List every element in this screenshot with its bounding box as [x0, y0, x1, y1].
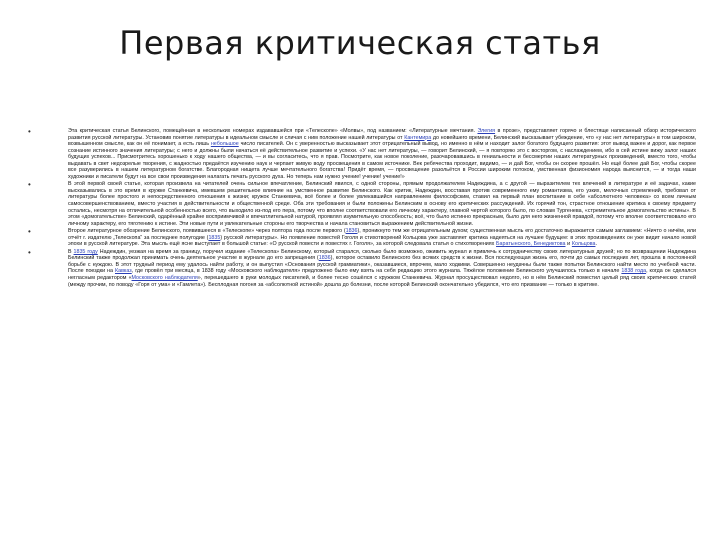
list-item [28, 249, 696, 288]
text-run: , где провёл три месяца, в 1838 году «Московского наблюдателя» предложено было ему взять на себя редакцию этого журнала. Тяжёлое положение Белинского улучшилось только в начале [131, 268, 622, 275]
list-item [28, 181, 696, 227]
text-run: Второе литературное обозрение Белинского, появившееся в «Телескопе» через полтора года после первого ( [68, 228, 346, 235]
bullet-list [28, 128, 696, 288]
text-run: и [565, 241, 572, 248]
paragraph-text [68, 228, 696, 247]
text-run: Эта критическая статья Белинского, помещённая в нескольких номерах издававшейся при «Телескопе» «Молвы», под названием: «Литературные мечтания. [68, 128, 478, 134]
inline-link[interactable]: 1838 года [621, 268, 647, 275]
paragraph-text [68, 181, 696, 226]
text-run: число писателей. Он с уверенностью высказывает этот отрицательный вывод, но именно в нём и находит залог богатого будущего развития: этот вывод важен и дорог, как первое сознание истинного значения литературы; с него и должны были начаться её действительное развитие и успехи. «У нас нет литературы, — говорит Белинский, — я повторяю это с восторгом, с наслаждением, ибо в сей истине вижу залог наших будущих успехов... Присмотритесь хорошенько к ходу нашего общества, — и вы согласитесь, что я прав. Посмотрите, как новое поколение, разочаровавшись в гениальности и бессмертии наших литературных произведений, вместо того, чтобы выдавать в свет недозрелые творения, с жадностью предаётся изучению наук и черпает живую воду просвещения в самом источнике. Век ребячества проходит, видимо, — и дай Бог, чтобы он скорее прошёл. Но ещё более дай Бог, чтобы скорее все разуверились в нашем литературном богатстве. Благородная нищета лучше мечтательного богатства! Придёт время, — просвещение разольётся в России широким потоком, умственная физиономия народа выяснится, — и тогда наши художники и писатели будут на все свои произведения налагать печать русского духа. Но теперь нам нужно учение! учение! учение!» [68, 141, 696, 180]
text-run: В этой первой своей статье, которая произвела на читателей очень сильное впечатление, Белинский явился, с одной стороны, прямым продолжателем Надеждина, а с другой — выразителем тех влечений в литературе и её задачах, какие высказывались в это время в кружке Станкевича, имевшем решительное влияние на умственное развитие Белинского. Как критик, Надеждин, восставая против современного ему романтизма, его узких, мелочных стремлений, требовал от литературы более простого и непосредственного отношения к жизни; кружок Станкевича, всё более и более увлекавшийся направлением философским, ставил на первый план воспитание в себе «абсолютного человека» со всем личным самосовершенствованием, вместо участия в действительности и общественной среде. Оба эти требования и были положены Белинским в основу его критических рассуждений. Их горячий тон, страстное отношение критика к своему предмету остались, несмотря на отличительной особенностью всего, что выходило из-под его пера, потому что вполне соответствовали его личному характеру, главной чертой которого было, по словам Тургенева, «стремительное домогательство истины». В этом «домогательстве» Белинский, одарённый крайне восприимчивой и впечатлительной натурой, проявлял изумительную способность; всё, что было истинно прекрасным, было для него жизненной правдой, потому что вполне соответствовало его личному характеру, его тяготению к истине. Эти новые пути и увлекательные стороны его творчества и начала становиться выражением действительной жизни. [68, 181, 696, 227]
text-run: », перешедшего в руки молодых писателей, и более тесно сошёлся с кружком Станкевича. Журнал просуществовал недолго, но в нём Белинский поместил целый ряд своих критических статей (между прочим, по поводу «Горя от ума» и «Гамлета»). Бесплодная погоня за «абсолютной истиной» дошла до болезни, после которой Белинский окончательно убедился, что его призвание — только в критике. [68, 275, 696, 288]
inline-link[interactable]: Элегия [477, 128, 496, 134]
inline-link[interactable]: Кантемира [404, 134, 432, 141]
page-title: Первая критическая статья [119, 24, 601, 62]
bullet-icon: • [28, 180, 31, 190]
text-run: в прозе», представляет горячо и блестяще написанный обзор исторического развития русской литературы. Установив понятие литературы в идеальном смысле и сличая с ним положение нашей литературы от [68, 128, 697, 141]
text-run: , когда он сделался негласным редактором « [68, 268, 696, 282]
inline-link[interactable]: Баратынского, Бенедиктова [496, 241, 566, 248]
text-run: Надеждин, уезжая на время за границу, поручил издание «Телескопа» Белинскому, который старался, сколько было возможно, оживить журнал и привлечь к сотрудничеству своих литературных друзей; но по возвращении Надеждина Белинский также продолжал принимать очень деятельное участие в журнале до его запрещения ( [68, 248, 696, 262]
inline-link[interactable]: Кольцова [571, 241, 596, 248]
inline-link[interactable]: Московского наблюдателя [131, 275, 198, 282]
list-item [28, 128, 696, 180]
bullet-icon: • [28, 227, 31, 237]
inline-link[interactable]: небольшое [210, 141, 239, 148]
inline-link[interactable]: 1835 году [73, 248, 98, 255]
inline-link[interactable]: 1835 [208, 234, 221, 241]
text-run: ), которое оставило Белинского без всяких средств к жизни. Вся последующая жизнь его, почти до самых последних лет, прошла в постоянной борьбе с нуждою. В этот трудный период ему удалось найти работу, и он выпустил «Основания русской грамматики», оказавшиеся, впрочем, мало ходкими. Совершенно неудачны были также попытки Белинского найти место по учебной части. После поездки на [68, 255, 696, 275]
paragraph-text [68, 128, 696, 180]
bullet-icon: • [28, 127, 31, 136]
list-item [28, 228, 696, 248]
text-run: ) русской литературы». Но появление повестей Гоголя и стихотворений Кольцова уже заставляет критика надеяться на лучшее будущее: в этих произведениях он уже видит начало новой эпохи в русской литературе. Эта мысль ещё ясне выступает в большой статье: «О русской повести и повестях г. Гоголя», за которой следовала статья о стихотворениях [68, 234, 696, 248]
text-run: . [595, 241, 597, 248]
text-run: В [68, 248, 74, 255]
bullet-icon: • [28, 247, 31, 257]
inline-link[interactable]: 1836 [318, 255, 331, 262]
inline-link[interactable]: 1836 [345, 228, 358, 235]
inline-link[interactable]: Кавказ [114, 268, 132, 275]
text-run: ), проникнуто тем же отрицательным духом; существенная мысль его достаточно выражается самым заглавием: «Ничто о ничём, или отчёт г. издателю „Телескопа“ за последнее полугодие ( [68, 228, 696, 241]
text-run: до новейшего времени, Белинский высказывает убеждение, что «у нас нет литературы» в том широком, возвышенном смысле, как он её понимает, а есть лишь [68, 134, 696, 148]
paragraph-text [68, 249, 696, 288]
